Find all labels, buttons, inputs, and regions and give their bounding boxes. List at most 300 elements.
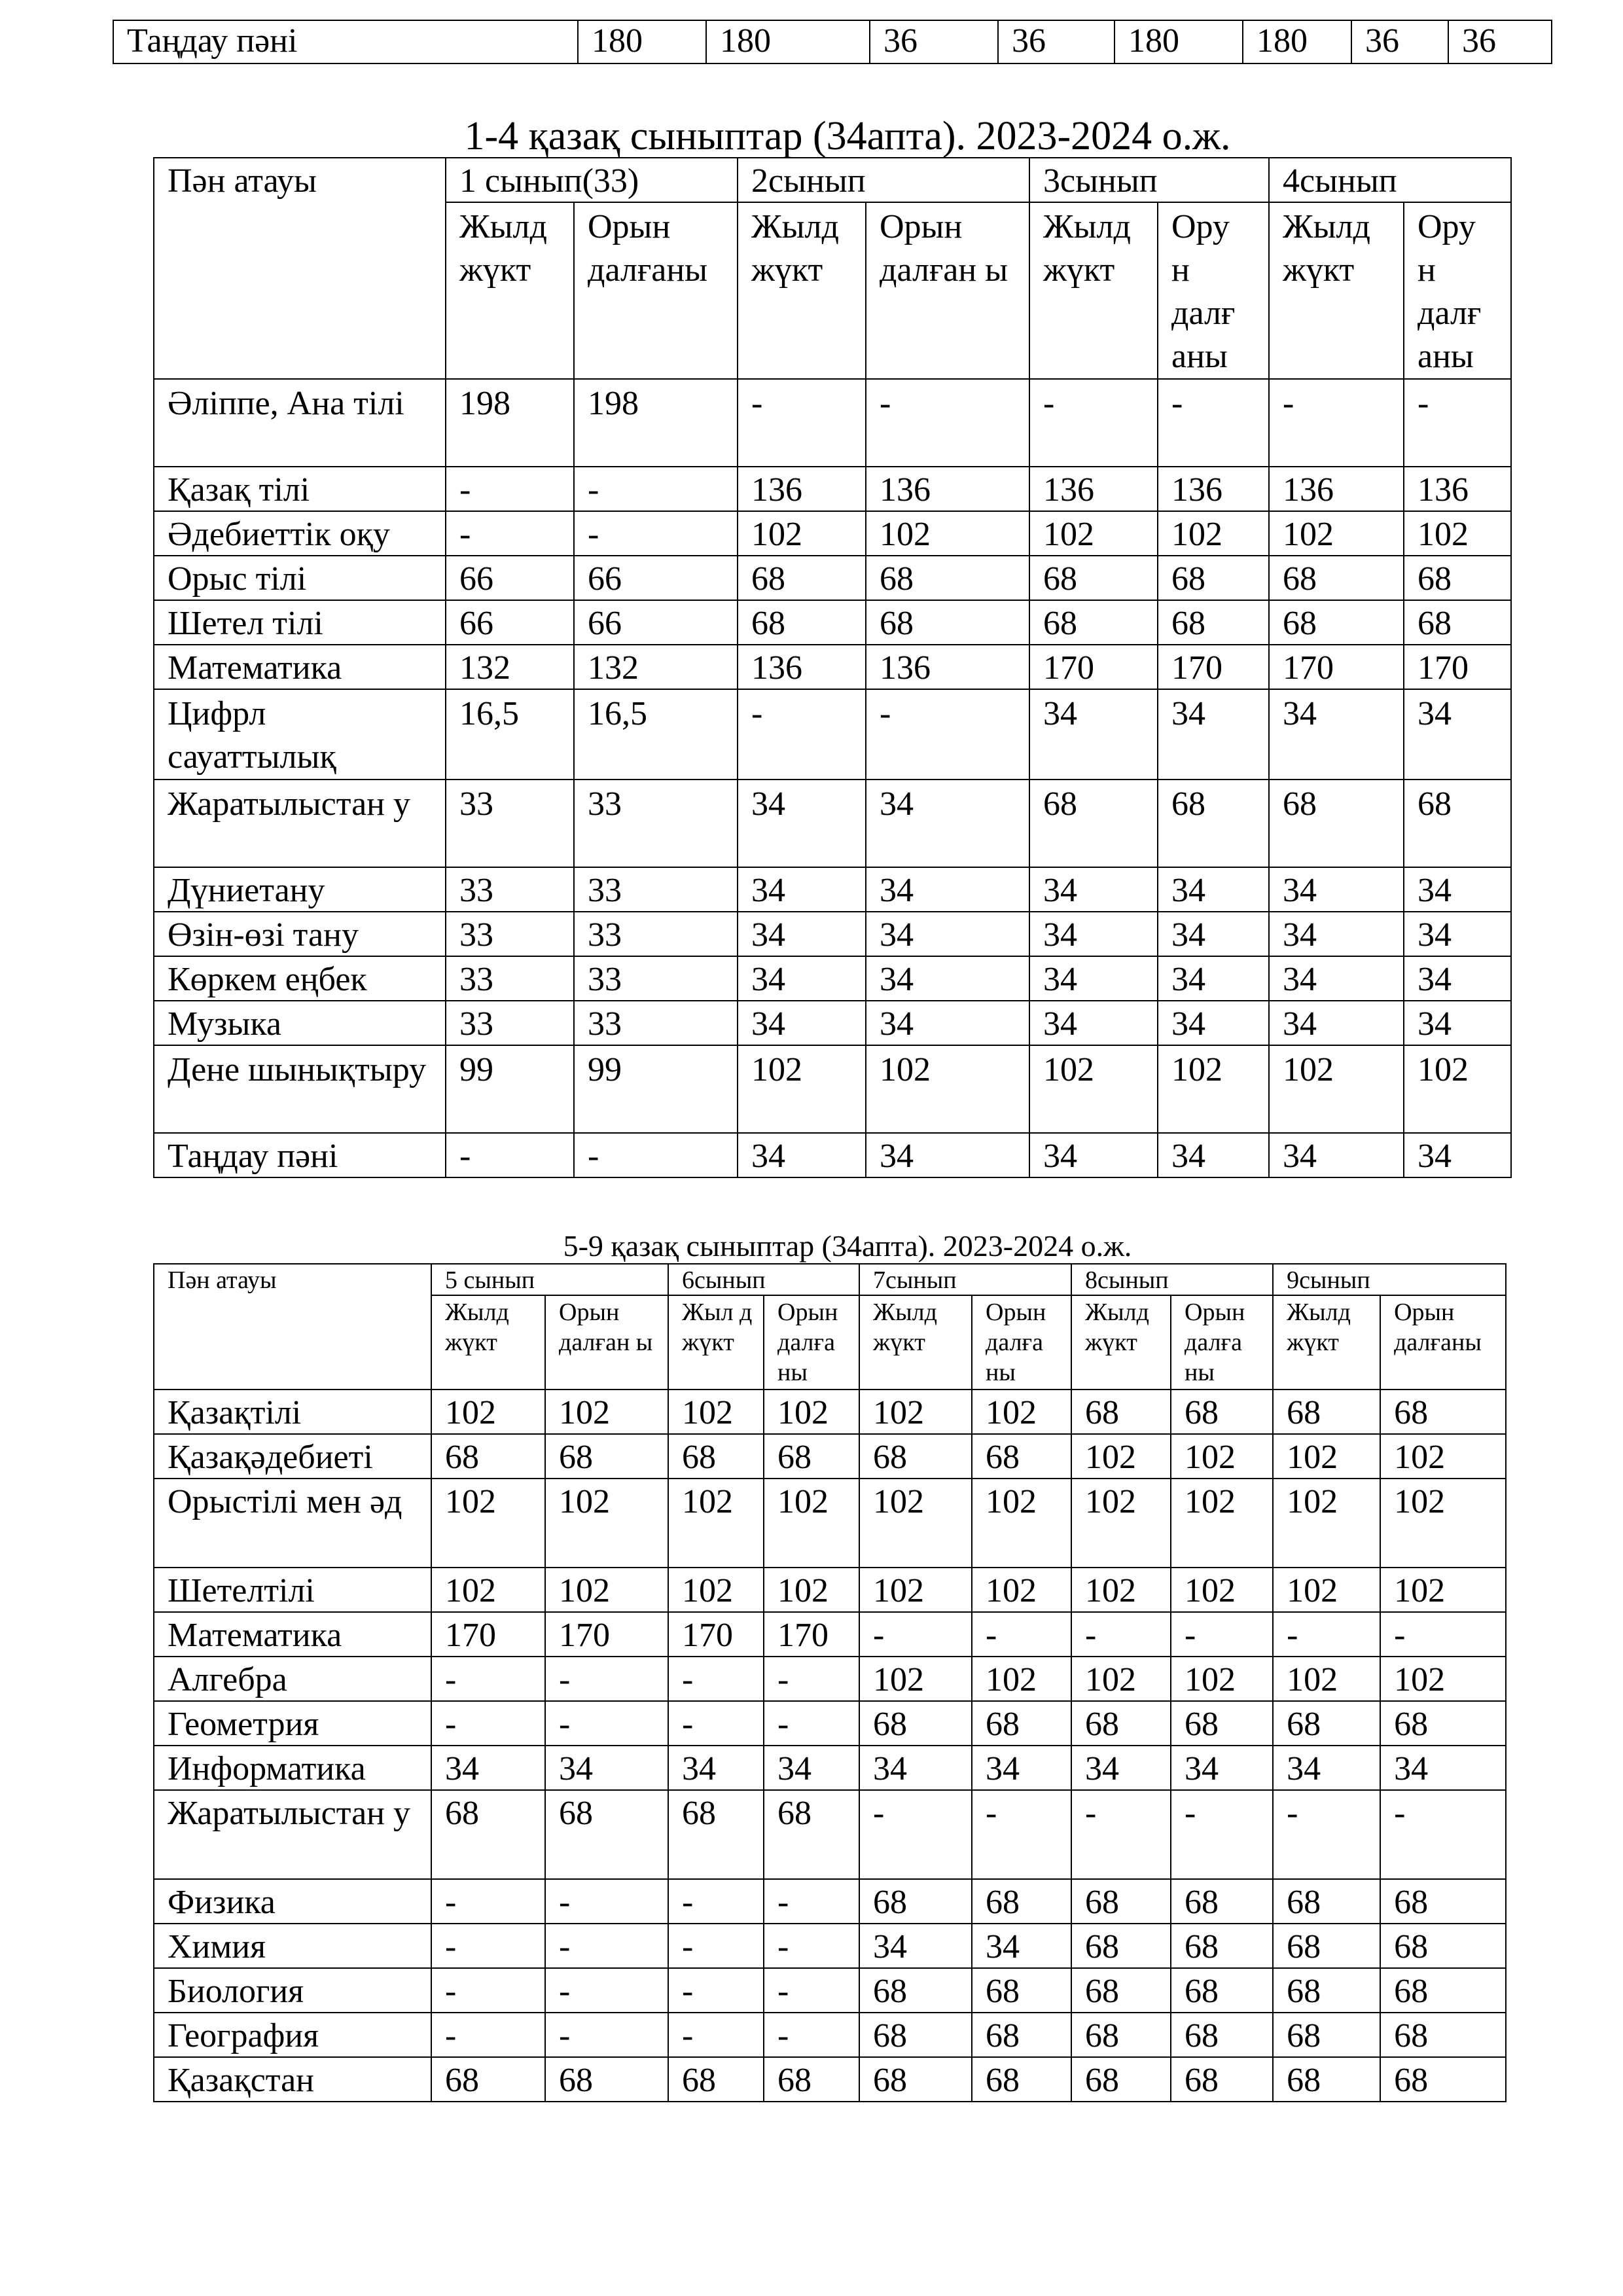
table-row — [154, 1390, 1506, 1434]
value-cell: 102 — [1380, 1657, 1506, 1701]
value-cell: 68 — [1380, 2057, 1506, 2102]
value-cell: 102 — [668, 1568, 764, 1612]
value-cell: 102 — [545, 1390, 668, 1434]
subject-name: Жаратылыстан у — [154, 780, 446, 867]
grade-header: 4сынып — [1269, 158, 1511, 202]
completed-header: Орын далған ы — [545, 1295, 668, 1390]
value-cell: 102 — [764, 1479, 859, 1568]
value-cell: 68 — [431, 1790, 545, 1879]
value-cell: 68 — [764, 1434, 859, 1479]
value-cell: 36 — [870, 20, 998, 63]
value-cell: 68 — [431, 1434, 545, 1479]
table2-body — [154, 1390, 1506, 2102]
grades-1-4-table — [153, 157, 1512, 1178]
value-cell: 102 — [545, 1479, 668, 1568]
value-cell: - — [866, 379, 1029, 467]
value-cell: 34 — [1158, 912, 1269, 956]
value-cell: 34 — [866, 1001, 1029, 1045]
value-cell: 68 — [1273, 2057, 1380, 2102]
value-cell: 68 — [1380, 1390, 1506, 1434]
completed-header: Ору н далғ аны — [1404, 202, 1511, 379]
subject-name: Алгебра — [154, 1657, 431, 1701]
value-cell: - — [545, 1701, 668, 1746]
value-cell: - — [431, 1701, 545, 1746]
table1-body — [154, 379, 1511, 1177]
table-row — [154, 689, 1511, 780]
value-cell: 102 — [1158, 511, 1269, 556]
value-cell: 34 — [1158, 1133, 1269, 1177]
value-cell: - — [1380, 1790, 1506, 1879]
value-cell: 68 — [859, 1434, 972, 1479]
value-cell: - — [545, 1968, 668, 2013]
subject-name: Қазақәдебиеті — [154, 1434, 431, 1479]
value-cell: 102 — [1404, 511, 1511, 556]
value-cell: 68 — [972, 1879, 1071, 1924]
value-cell: 66 — [574, 556, 738, 600]
value-cell: 180 — [578, 20, 706, 63]
value-cell: - — [431, 1657, 545, 1701]
value-cell: 34 — [1029, 912, 1158, 956]
completed-header: Орын далғаны — [1380, 1295, 1506, 1390]
value-cell: 68 — [1171, 1968, 1273, 2013]
value-cell: - — [1273, 1612, 1380, 1657]
value-cell: 33 — [446, 956, 574, 1001]
value-cell: - — [1171, 1612, 1273, 1657]
value-cell: 102 — [1071, 1434, 1171, 1479]
value-cell: 68 — [1029, 600, 1158, 645]
value-cell: 102 — [738, 1045, 866, 1133]
table-row — [154, 1746, 1506, 1790]
value-cell: - — [764, 1657, 859, 1701]
value-cell: - — [859, 1612, 972, 1657]
value-cell: 68 — [859, 2057, 972, 2102]
value-cell: 68 — [1404, 780, 1511, 867]
value-cell: 68 — [1380, 2013, 1506, 2057]
grade-header: 8сынып — [1071, 1264, 1273, 1295]
annual-load-header: Жылд жүкт — [1273, 1295, 1380, 1390]
subject-header: Пән атауы — [154, 158, 446, 379]
table-row — [154, 1879, 1506, 1924]
subject-name: Геометрия — [154, 1701, 431, 1746]
annual-load-header: Жылд жүкт — [859, 1295, 972, 1390]
value-cell: 34 — [972, 1924, 1071, 1968]
value-cell: - — [668, 1968, 764, 2013]
subject-name: Цифрл сауаттылық — [154, 689, 446, 780]
value-cell: - — [545, 1924, 668, 1968]
table-row — [154, 379, 1511, 467]
value-cell: 102 — [431, 1568, 545, 1612]
value-cell: 132 — [574, 645, 738, 689]
value-cell: 68 — [1404, 600, 1511, 645]
value-cell: 68 — [859, 1879, 972, 1924]
value-cell: 33 — [574, 912, 738, 956]
table-row — [154, 2013, 1506, 2057]
value-cell: 136 — [1029, 467, 1158, 511]
annual-load-header: Жыл д жүкт — [668, 1295, 764, 1390]
value-cell: 68 — [1071, 2013, 1171, 2057]
value-cell: - — [545, 1657, 668, 1701]
table-row — [154, 2057, 1506, 2102]
value-cell: 68 — [1380, 1924, 1506, 1968]
value-cell: 102 — [431, 1479, 545, 1568]
table-row — [154, 1434, 1506, 1479]
value-cell: 68 — [1269, 556, 1404, 600]
value-cell: - — [1380, 1612, 1506, 1657]
value-cell: 68 — [545, 1434, 668, 1479]
value-cell: 33 — [574, 1001, 738, 1045]
value-cell: 102 — [1071, 1479, 1171, 1568]
value-cell: 34 — [1404, 689, 1511, 780]
value-cell: 68 — [668, 1790, 764, 1879]
value-cell: 34 — [866, 912, 1029, 956]
subject-name: Қазақстан — [154, 2057, 431, 2102]
value-cell: 68 — [1273, 1701, 1380, 1746]
value-cell: 34 — [545, 1746, 668, 1790]
value-cell: 68 — [1380, 1701, 1506, 1746]
value-cell: 33 — [446, 780, 574, 867]
value-cell: - — [1171, 1790, 1273, 1879]
subject-name: Таңдау пәні — [154, 1133, 446, 1177]
value-cell: - — [574, 511, 738, 556]
subject-name: Әліппе, Ана тілі — [154, 379, 446, 467]
subject-name: Әдебиеттік оқу — [154, 511, 446, 556]
value-cell: 34 — [668, 1746, 764, 1790]
value-cell: 170 — [545, 1612, 668, 1657]
value-cell: 102 — [1273, 1568, 1380, 1612]
value-cell: 136 — [1158, 467, 1269, 511]
annual-load-header: Жылд жүкт — [738, 202, 866, 379]
value-cell: 136 — [738, 645, 866, 689]
table-row — [154, 1657, 1506, 1701]
value-cell: 102 — [738, 511, 866, 556]
value-cell: 68 — [545, 1790, 668, 1879]
value-cell: 68 — [1171, 2057, 1273, 2102]
annual-load-header: Жылд жүкт — [446, 202, 574, 379]
value-cell: 34 — [1404, 1133, 1511, 1177]
value-cell: 68 — [1071, 1701, 1171, 1746]
value-cell: - — [545, 2013, 668, 2057]
value-cell: 180 — [1115, 20, 1243, 63]
value-cell: 34 — [1029, 1133, 1158, 1177]
value-cell: - — [431, 2013, 545, 2057]
value-cell: - — [668, 1879, 764, 1924]
subject-name: Математика — [154, 645, 446, 689]
table-row — [154, 1790, 1506, 1879]
value-cell: 102 — [668, 1390, 764, 1434]
value-cell: - — [446, 1133, 574, 1177]
value-cell: 68 — [972, 2013, 1071, 2057]
value-cell: 102 — [1029, 1045, 1158, 1133]
value-cell: - — [545, 1879, 668, 1924]
header-row — [154, 158, 1511, 202]
table-row — [154, 600, 1511, 645]
value-cell: 170 — [1029, 645, 1158, 689]
value-cell: 102 — [1380, 1568, 1506, 1612]
value-cell: 102 — [972, 1479, 1071, 1568]
subject-name: География — [154, 2013, 431, 2057]
value-cell: - — [1071, 1612, 1171, 1657]
value-cell: 102 — [764, 1390, 859, 1434]
value-cell: 102 — [1269, 1045, 1404, 1133]
value-cell: 34 — [738, 1001, 866, 1045]
table-row — [154, 912, 1511, 956]
table1-caption: 1-4 қазақ сыныптар (34апта). 2023-2024 о.ж. — [464, 114, 1231, 158]
value-cell: 68 — [1380, 1968, 1506, 2013]
value-cell: 34 — [1269, 912, 1404, 956]
value-cell: - — [431, 1968, 545, 2013]
completed-header: Орын далға ны — [764, 1295, 859, 1390]
table-row — [154, 956, 1511, 1001]
value-cell: 102 — [1171, 1657, 1273, 1701]
subject-name: Дүниетану — [154, 867, 446, 912]
subject-name: Биология — [154, 1968, 431, 2013]
value-cell: - — [1158, 379, 1269, 467]
value-cell: 170 — [431, 1612, 545, 1657]
value-cell: 102 — [1071, 1568, 1171, 1612]
value-cell: - — [972, 1612, 1071, 1657]
table-row — [154, 867, 1511, 912]
annual-load-header: Жылд жүкт — [1071, 1295, 1171, 1390]
value-cell: 34 — [1269, 1133, 1404, 1177]
value-cell: 36 — [998, 20, 1115, 63]
value-cell: 34 — [738, 1133, 866, 1177]
value-cell: 68 — [1269, 780, 1404, 867]
value-cell: 34 — [431, 1746, 545, 1790]
value-cell: 33 — [574, 956, 738, 1001]
value-cell: 34 — [866, 867, 1029, 912]
completed-header: Орын далғаны — [574, 202, 738, 379]
value-cell: 102 — [1171, 1568, 1273, 1612]
annual-load-header: Жылд жүкт — [1269, 202, 1404, 379]
table-row — [154, 1479, 1506, 1568]
grade-header: 3сынып — [1029, 158, 1269, 202]
value-cell: 68 — [866, 600, 1029, 645]
value-cell: 68 — [1029, 556, 1158, 600]
value-cell: - — [574, 467, 738, 511]
value-cell: 132 — [446, 645, 574, 689]
value-cell: 34 — [1269, 867, 1404, 912]
value-cell: 68 — [1380, 1879, 1506, 1924]
value-cell: 34 — [866, 1133, 1029, 1177]
value-cell: 34 — [859, 1924, 972, 1968]
value-cell: 102 — [1071, 1657, 1171, 1701]
value-cell: 102 — [1273, 1479, 1380, 1568]
value-cell: - — [1404, 379, 1511, 467]
value-cell: 68 — [668, 1434, 764, 1479]
value-cell: 68 — [1071, 1879, 1171, 1924]
value-cell: 68 — [1158, 600, 1269, 645]
value-cell: 34 — [738, 912, 866, 956]
completed-header: Ору н далғ аны — [1158, 202, 1269, 379]
value-cell: - — [972, 1790, 1071, 1879]
value-cell: 102 — [972, 1657, 1071, 1701]
value-cell: 36 — [1351, 20, 1448, 63]
value-cell: 68 — [972, 2057, 1071, 2102]
value-cell: 34 — [764, 1746, 859, 1790]
value-cell: 34 — [1029, 689, 1158, 780]
table-row — [154, 645, 1511, 689]
value-cell: 102 — [1269, 511, 1404, 556]
value-cell: 16,5 — [574, 689, 738, 780]
value-cell: 68 — [1273, 1879, 1380, 1924]
value-cell: 68 — [859, 2013, 972, 2057]
value-cell: 68 — [972, 1968, 1071, 2013]
value-cell: - — [668, 1701, 764, 1746]
subject-name: Дене шынықтыру — [154, 1045, 446, 1133]
value-cell: - — [668, 1657, 764, 1701]
value-cell: - — [431, 1879, 545, 1924]
value-cell: 68 — [764, 2057, 859, 2102]
grade-header: 6сынып — [668, 1264, 859, 1295]
value-cell: - — [764, 1879, 859, 1924]
value-cell: 102 — [972, 1568, 1071, 1612]
table-row — [154, 1612, 1506, 1657]
table-row — [154, 511, 1511, 556]
value-cell: 68 — [859, 1968, 972, 2013]
value-cell: 68 — [1071, 2057, 1171, 2102]
value-cell: 34 — [1158, 1001, 1269, 1045]
annual-load-header: Жылд жүкт — [431, 1295, 545, 1390]
value-cell: 68 — [1158, 780, 1269, 867]
grade-header: 7сынып — [859, 1264, 1071, 1295]
value-cell: 34 — [1071, 1746, 1171, 1790]
value-cell: 68 — [1071, 1390, 1171, 1434]
value-cell: 68 — [738, 556, 866, 600]
subject-name: Химия — [154, 1924, 431, 1968]
table-row — [154, 467, 1511, 511]
value-cell: 136 — [1269, 467, 1404, 511]
value-cell: 34 — [1269, 956, 1404, 1001]
subject-name: Шетел тілі — [154, 600, 446, 645]
grades-5-9-table — [153, 1263, 1507, 2102]
value-cell: 66 — [574, 600, 738, 645]
value-cell: 102 — [1273, 1434, 1380, 1479]
value-cell: 34 — [738, 956, 866, 1001]
table-row — [154, 1133, 1511, 1177]
subject-name: Математика — [154, 1612, 431, 1657]
value-cell: 99 — [574, 1045, 738, 1133]
value-cell: - — [859, 1790, 972, 1879]
value-cell: - — [1029, 379, 1158, 467]
value-cell: 34 — [1269, 1001, 1404, 1045]
value-cell: 33 — [446, 867, 574, 912]
value-cell: 34 — [866, 956, 1029, 1001]
value-cell: 102 — [866, 1045, 1029, 1133]
value-cell: 102 — [859, 1479, 972, 1568]
value-cell: 68 — [1029, 780, 1158, 867]
value-cell: 170 — [1158, 645, 1269, 689]
value-cell: 102 — [1158, 1045, 1269, 1133]
value-cell: 34 — [1404, 956, 1511, 1001]
value-cell: - — [764, 1701, 859, 1746]
table-row — [113, 20, 1552, 63]
value-cell: 34 — [1273, 1746, 1380, 1790]
value-cell: 180 — [1243, 20, 1351, 63]
value-cell: - — [1273, 1790, 1380, 1879]
value-cell: 68 — [1158, 556, 1269, 600]
value-cell: 102 — [1404, 1045, 1511, 1133]
table-row — [154, 556, 1511, 600]
value-cell: 34 — [1029, 867, 1158, 912]
subject-name: Қазақтілі — [154, 1390, 431, 1434]
value-cell: 34 — [866, 780, 1029, 867]
value-cell: 34 — [1269, 689, 1404, 780]
completed-header: Орын далға ны — [1171, 1295, 1273, 1390]
value-cell: 102 — [1380, 1479, 1506, 1568]
value-cell: 68 — [764, 1790, 859, 1879]
completed-header: Орын далған ы — [866, 202, 1029, 379]
value-cell: 68 — [1273, 1390, 1380, 1434]
value-cell: 16,5 — [446, 689, 574, 780]
value-cell: 102 — [859, 1568, 972, 1612]
value-cell: 68 — [859, 1701, 972, 1746]
value-cell: 68 — [1171, 1390, 1273, 1434]
value-cell: 34 — [1158, 867, 1269, 912]
subject-name: Таңдау пәні — [113, 20, 578, 63]
value-cell: 33 — [574, 867, 738, 912]
value-cell: 102 — [545, 1568, 668, 1612]
value-cell: 170 — [1269, 645, 1404, 689]
value-cell: - — [1269, 379, 1404, 467]
value-cell: 170 — [764, 1612, 859, 1657]
value-cell: 102 — [764, 1568, 859, 1612]
subject-name: Орыс тілі — [154, 556, 446, 600]
value-cell: 68 — [972, 1701, 1071, 1746]
value-cell: - — [738, 379, 866, 467]
value-cell: 136 — [866, 645, 1029, 689]
value-cell: - — [668, 2013, 764, 2057]
value-cell: 34 — [972, 1746, 1071, 1790]
value-cell: 170 — [668, 1612, 764, 1657]
value-cell: - — [764, 2013, 859, 2057]
value-cell: 33 — [446, 912, 574, 956]
value-cell: 102 — [1171, 1479, 1273, 1568]
table-row — [154, 1001, 1511, 1045]
subject-name: Өзін-өзі тану — [154, 912, 446, 956]
value-cell: 68 — [972, 1434, 1071, 1479]
value-cell: 102 — [859, 1390, 972, 1434]
value-cell: 198 — [574, 379, 738, 467]
subject-name: Орыстілі мен әд — [154, 1479, 431, 1568]
subject-name: Жаратылыстан у — [154, 1790, 431, 1879]
value-cell: - — [431, 1924, 545, 1968]
value-cell: 68 — [1171, 1701, 1273, 1746]
value-cell: 102 — [972, 1390, 1071, 1434]
subject-name: Информатика — [154, 1746, 431, 1790]
value-cell: - — [446, 511, 574, 556]
value-cell: 68 — [1269, 600, 1404, 645]
table2-caption: 5-9 қазақ сыныптар (34апта). 2023-2024 о.ж. — [563, 1229, 1132, 1263]
value-cell: - — [866, 689, 1029, 780]
value-cell: 99 — [446, 1045, 574, 1133]
value-cell: 68 — [1273, 1968, 1380, 2013]
value-cell: 34 — [738, 867, 866, 912]
value-cell: - — [738, 689, 866, 780]
value-cell: 66 — [446, 600, 574, 645]
value-cell: 34 — [1029, 1001, 1158, 1045]
value-cell: 33 — [574, 780, 738, 867]
value-cell: 68 — [738, 600, 866, 645]
value-cell: 33 — [446, 1001, 574, 1045]
annual-load-header: Жылд жүкт — [1029, 202, 1158, 379]
value-cell: - — [1071, 1790, 1171, 1879]
header-row — [154, 1264, 1506, 1295]
value-cell: 102 — [1380, 1434, 1506, 1479]
table-row — [154, 1568, 1506, 1612]
value-cell: 102 — [431, 1390, 545, 1434]
value-cell: 170 — [1404, 645, 1511, 689]
value-cell: 102 — [866, 511, 1029, 556]
